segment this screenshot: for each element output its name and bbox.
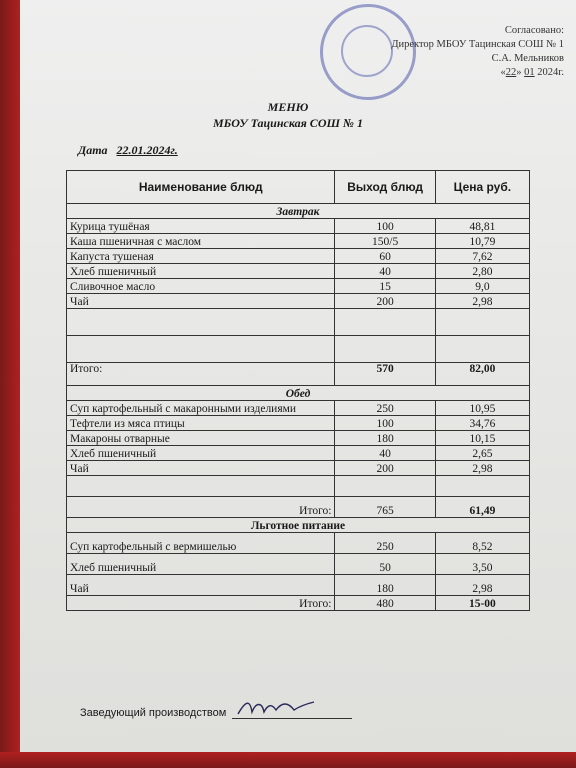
table-row bbox=[67, 416, 530, 431]
dish-price: 48,81 bbox=[435, 219, 529, 234]
menu-date: Дата 22.01.2024г. bbox=[78, 143, 178, 157]
signature-line bbox=[232, 718, 352, 719]
table-header bbox=[67, 171, 530, 204]
column-header-dish: Наименование блюд bbox=[67, 171, 335, 204]
column-header-price: Цена руб. bbox=[435, 171, 529, 204]
approval-title: Согласовано: bbox=[504, 25, 564, 36]
dish-name: Сливочное масло bbox=[67, 279, 335, 294]
dish-price: 8,52 bbox=[435, 533, 529, 554]
dish-weight: 180 bbox=[335, 575, 435, 596]
dish-price: 10,95 bbox=[435, 401, 529, 416]
benefit-total: Итого: 480 15-00 bbox=[67, 596, 530, 611]
dish-weight: 15 bbox=[335, 279, 435, 294]
approval-name: С.А. Мельников bbox=[491, 53, 564, 64]
footer-label: Заведующий производством bbox=[80, 707, 227, 719]
lunch-rows bbox=[67, 401, 530, 476]
table-row bbox=[67, 219, 530, 234]
approval-date: «22» 01 2024г. bbox=[500, 67, 564, 78]
dish-name: Чай bbox=[67, 461, 335, 476]
dish-price: 2,98 bbox=[435, 575, 529, 596]
lunch-total: Итого: 765 61,49 bbox=[67, 497, 530, 518]
dish-weight: 250 bbox=[335, 401, 435, 416]
table-row bbox=[67, 575, 530, 596]
table-row bbox=[67, 431, 530, 446]
dish-name: Каша пшеничная с маслом bbox=[67, 234, 335, 249]
table-row bbox=[67, 279, 530, 294]
dish-weight: 180 bbox=[335, 431, 435, 446]
table-row bbox=[67, 249, 530, 264]
menu-title: МЕНЮ bbox=[267, 100, 309, 114]
dish-price: 2,98 bbox=[435, 461, 529, 476]
column-header-weight: Выход блюд bbox=[335, 171, 435, 204]
dish-weight: 100 bbox=[335, 219, 435, 234]
signature-icon bbox=[236, 696, 316, 718]
benefit-rows bbox=[67, 533, 530, 596]
section-lunch: Обед bbox=[67, 386, 530, 401]
menu-table bbox=[66, 170, 530, 611]
table-row bbox=[67, 554, 530, 575]
dish-name: Суп картофельный с макаронными изделиями bbox=[67, 401, 335, 416]
dish-weight: 40 bbox=[335, 446, 435, 461]
dish-weight: 150/5 bbox=[335, 234, 435, 249]
section-benefit: Льготное питание bbox=[67, 518, 530, 533]
dish-price: 10,79 bbox=[435, 234, 529, 249]
dish-weight: 60 bbox=[335, 249, 435, 264]
table-row bbox=[67, 264, 530, 279]
dish-weight: 200 bbox=[335, 294, 435, 309]
red-border-bottom bbox=[0, 752, 576, 768]
dish-name: Чай bbox=[67, 294, 335, 309]
approval-block bbox=[334, 24, 564, 80]
table-row bbox=[67, 234, 530, 249]
table-row bbox=[67, 533, 530, 554]
dish-price: 34,76 bbox=[435, 416, 529, 431]
dish-weight: 100 bbox=[335, 416, 435, 431]
dish-price: 2,65 bbox=[435, 446, 529, 461]
school-name: МБОУ Тацинская СОШ № 1 bbox=[213, 116, 363, 130]
section-breakfast: Завтрак bbox=[67, 204, 530, 219]
table-row bbox=[67, 294, 530, 309]
dish-name: Суп картофельный с вермишелью bbox=[67, 533, 335, 554]
dish-name: Тефтели из мяса птицы bbox=[67, 416, 335, 431]
approval-position: Директор МБОУ Тацинская СОШ № 1 bbox=[391, 39, 564, 50]
dish-name: Капуста тушеная bbox=[67, 249, 335, 264]
dish-weight: 250 bbox=[335, 533, 435, 554]
dish-price: 10,15 bbox=[435, 431, 529, 446]
dish-name: Макароны отварные bbox=[67, 431, 335, 446]
dish-price: 3,50 bbox=[435, 554, 529, 575]
dish-price: 2,98 bbox=[435, 294, 529, 309]
dish-name: Курица тушёная bbox=[67, 219, 335, 234]
dish-price: 2,80 bbox=[435, 264, 529, 279]
dish-weight: 50 bbox=[335, 554, 435, 575]
dish-name: Хлеб пшеничный bbox=[67, 264, 335, 279]
dish-name: Чай bbox=[67, 575, 335, 596]
table-row bbox=[67, 401, 530, 416]
breakfast-total: Итого: 570 82,00 bbox=[67, 363, 530, 386]
dish-name: Хлеб пшеничный bbox=[67, 446, 335, 461]
dish-weight: 40 bbox=[335, 264, 435, 279]
table-row bbox=[67, 446, 530, 461]
dish-price: 7,62 bbox=[435, 249, 529, 264]
table-row bbox=[67, 461, 530, 476]
dish-name: Хлеб пшеничный bbox=[67, 554, 335, 575]
dish-price: 9,0 bbox=[435, 279, 529, 294]
breakfast-rows bbox=[67, 219, 530, 309]
dish-weight: 200 bbox=[335, 461, 435, 476]
